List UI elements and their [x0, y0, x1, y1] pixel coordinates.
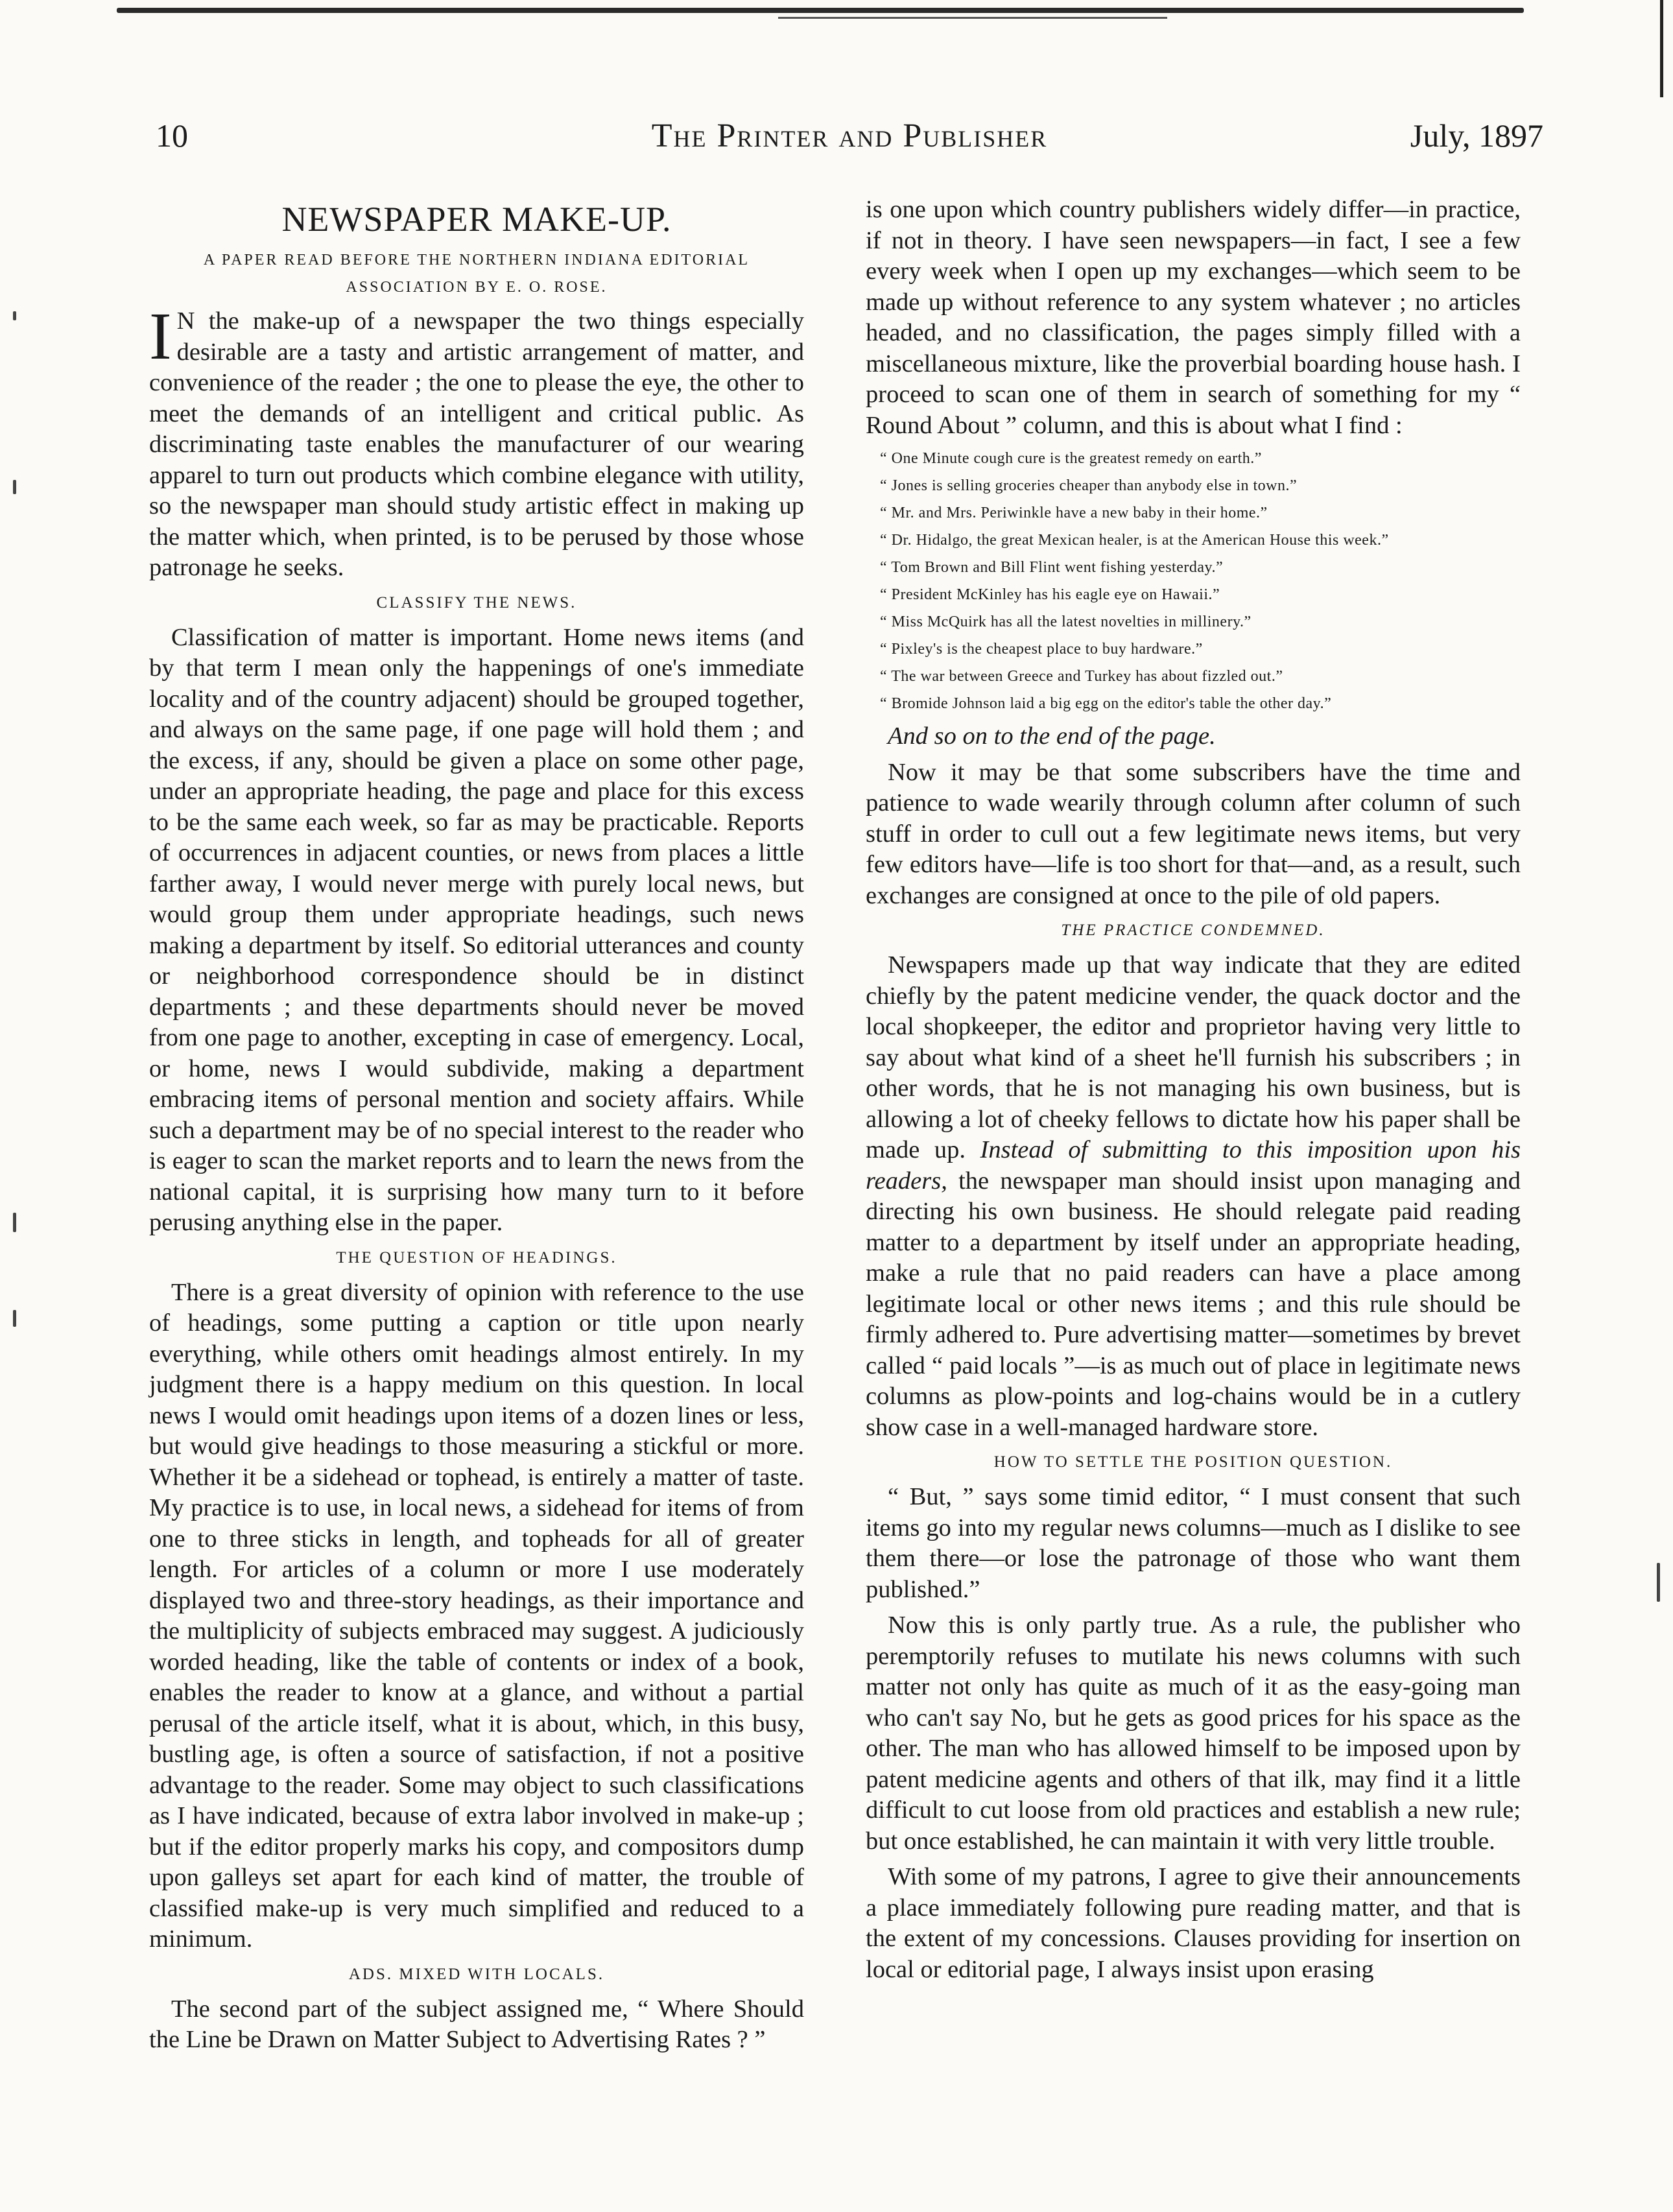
left-column — [149, 195, 804, 2056]
subheading-ads: ADS. MIXED WITH LOCALS. — [348, 1965, 605, 1983]
condemned-text-b: the newspaper man should insist upon managing and directing his own business. He should relegate paid reading matter to a department by itself under an appropriate heading, make a rule that no paid readers can have a place among legitimate local or other news items ; and this rule should be firmly adhered to. Pure advertising matter—sometimes by brevet called “ paid locals ”—is as much out of place in legitimate news columns as plow-points and log-chains would be in a cutlery show case in a well-managed hardware store. — [866, 1167, 1521, 1441]
quoted-item: “ President McKinley has his eagle eye on Hawaii.” — [880, 586, 1220, 603]
quoted-item: “ Dr. Hidalgo, the great Mexican healer, is at the American House this week.” — [880, 532, 1389, 549]
paragraph-partly: Now this is only partly true. As a rule, the publisher who peremptorily refuses to mutilate his news columns with such matter not only has quite as much of it as the easy-going man who can't say No, but he gets as good prices for his space as the other. The man who has allowed himself to be imposed upon by patent medicine agents and others of that ilk, may find it a little difficult to cut loose from old practices and establish a new rule; but once established, he can maintain it with very little trouble. — [866, 1611, 1521, 1855]
quoted-item: “ Mr. and Mrs. Periwinkle have a new baby in their home.” — [880, 505, 1268, 521]
quoted-item: “ The war between Greece and Turkey has about fizzled out.” — [880, 668, 1283, 685]
margin-speck — [13, 1310, 16, 1327]
margin-speck — [13, 311, 16, 320]
quoted-item: “ Tom Brown and Bill Flint went fishing yesterday.” — [880, 559, 1224, 576]
quoted-item: “ Bromide Johnson laid a big egg on the editor's table the other day.” — [880, 695, 1332, 712]
page-right-edge — [1660, 0, 1663, 97]
subheading-position: HOW TO SETTLE THE POSITION QUESTION. — [993, 1453, 1393, 1471]
paragraph-condemned — [866, 950, 1521, 1443]
running-header — [156, 117, 1543, 162]
paragraph-classify: Classification of matter is important. Home news items (and by that term I mean only the happenings of one's immediate locality and of the country adjacent) should be grouped together, and always on the same page, if one page will hold them ; and the excess, if any, should be given a place on some other page, under an appropriate heading, the page and place for this excess to be the same each week, so far as may be practicable. Reports of occurrences in adjacent counties, or news from places a little farther away, I would never merge with purely local news, but would group them under appropriate headings, such news making a department by itself. So editorial utterances and county or neighborhood correspondence should be in distinct departments ; and these departments should never be moved from one page to another, excepting in case of emergency. Local, or home, news I would subdivide, making a department embracing items of personal mention and society affairs. While such a department may be of no special interest to the reader who is eager to scan the market reports and to learn the news from the national capital, it is surprising how many turn to it before perusing anything else in the paper. — [149, 623, 804, 1236]
paragraph-ads-start: The second part of the subject assigned me, “ Where Should the Line be Drawn on Matter Subject to Advertising Rates ? ” — [149, 1995, 804, 2053]
drop-cap: I — [149, 299, 172, 374]
subheading-condemned: THE PRACTICE CONDEMNED. — [1061, 922, 1325, 939]
paragraph-ads-continued: is one upon which country publishers widely differ—in practice, if not in theory. I have seen newspapers—in fact, I see a few every week when I open up my exchanges—which seem to be made up without reference to any system whatever ; no articles headed, and no classification, the pages simply filled with a miscellaneous mixture, like the proverbial boarding house hash. I proceed to scan one of them in search of something for my “ Round About ” column, and this is about what I find : — [866, 196, 1521, 439]
condemned-text-italic: Instead of submitting to this imposition upon his readers, — [866, 1136, 1521, 1195]
paragraph-patrons: With some of my patrons, I agree to give their announcements a place immediately following pure reading matter, and that is the extent of my concessions. Clauses providing for insertion on local or editorial page, I always insist upon erasing — [866, 1863, 1521, 1983]
article-title: NEWSPAPER MAKE-UP. — [281, 200, 672, 239]
margin-speck — [1657, 1563, 1660, 1602]
right-column — [866, 195, 1521, 1985]
paragraph-but: “ But, ” says some timid editor, “ I must consent that such items go into my regular news columns—much as I dislike to see them there—or lose the patronage of those who want them published.” — [866, 1483, 1521, 1603]
condemned-text-a: Newspapers made up that way indicate that they are edited chiefly by the patent medicine vender, the quack doctor and the local shopkeeper, the editor and proprietor having very little to say about what kind of a sheet he'll furnish his subscribers ; in other words, that he is not managing his own business, but is allowing a lot of cheeky fellows to dictate how his paper shall be made up. — [866, 951, 1521, 1163]
page-number: 10 — [156, 117, 188, 154]
quoted-item: “ Miss McQuirk has all the latest novelties in millinery.” — [880, 613, 1252, 630]
and-so-on-line: And so on to the end of the page. — [888, 722, 1216, 750]
quoted-item: “ One Minute cough cure is the greatest remedy on earth.” — [880, 450, 1262, 467]
intro-paragraph — [149, 299, 804, 584]
quoted-items-list — [866, 445, 1521, 717]
margin-speck — [13, 1213, 16, 1232]
subheading-classify: CLASSIFY THE NEWS. — [376, 593, 577, 612]
top-rule-secondary — [778, 17, 1167, 19]
paragraph-now: Now it may be that some subscribers have the time and patience to wade wearily through column after column of such stuff in order to cull out a few legitimate news items, but very few editors have—life is too short for that—and, as a result, such exchanges are consigned at once to the pile of old papers. — [866, 758, 1521, 909]
intro-text: N the make-up of a newspaper the two things especially desirable are a tasty and artistic arrangement of matter, and convenience of the reader ; the one to please the eye, the other to meet the demands of an intelligent and critical public. As discriminating taste enables the manufacturer of our wearing apparel to turn out products which combine elegance with utility, so the newspaper man should study artistic effect in making up the matter which, when printed, is to be perused by those whose patronage he seeks. — [149, 307, 804, 581]
margin-speck — [13, 480, 16, 494]
issue-date: July, 1897 — [1410, 117, 1543, 154]
subheading-headings: THE QUESTION OF HEADINGS. — [336, 1248, 617, 1267]
quoted-item: “ Pixley's is the cheapest place to buy hardware.” — [880, 641, 1203, 658]
paragraph-headings: There is a great diversity of opinion with reference to the use of headings, some putting a caption or title upon nearly everything, while others omit headings almost entirely. In my judgment there is a happy medium on this question. In local news I would omit headings upon items of a dozen lines or less, but would give headings to those measuring a stickful or more. Whether it be a sidehead or tophead, is entirely a matter of taste. My practice is to use, in local news, a sidehead for items of from one to three sticks in length, and topheads for all of greater length. For articles of a column or more I use moderately displayed two and three-story headings, as their importance and the multiplicity of subjects embraced may suggest. A judiciously worded heading, like the table of contents or index of a book, enables the reader to know at a glance, and without a partial perusal of the article itself, what it is about, which, in this busy, bustling age, is often a source of satisfaction, if not a positive advantage to the reader. Some may object to such classifications as I have indicated, because of extra labor involved in make-up ; but if the editor properly marks his copy, and compositors dump upon galleys set apart for each kind of matter, the trouble of classified make-up is very much simplified and reduced to a minimum. — [149, 1278, 804, 1953]
article-byline: A PAPER READ BEFORE THE NORTHERN INDIANA EDITORIAL ASSOCIATION BY E. O. ROSE. — [203, 252, 750, 296]
quoted-item: “ Jones is selling groceries cheaper than anybody else in town.” — [880, 477, 1298, 494]
top-rule — [117, 8, 1524, 13]
running-head: The Printer and Publisher — [651, 117, 1048, 154]
